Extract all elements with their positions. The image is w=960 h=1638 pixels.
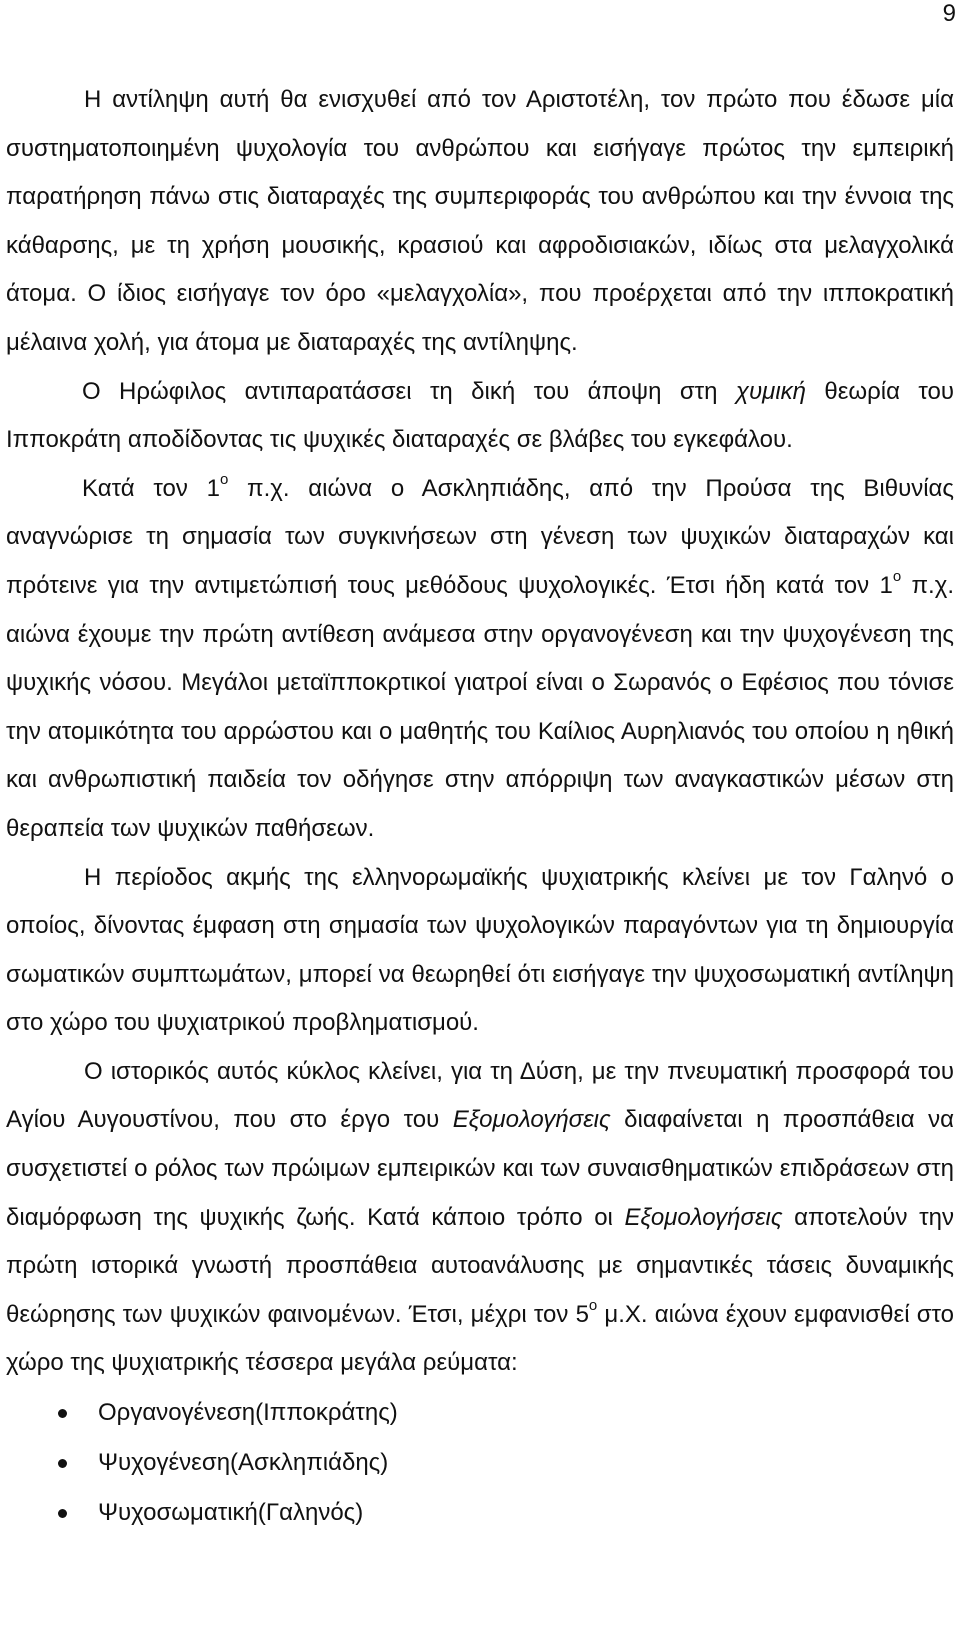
paragraph-asclepiades-text-1: Κατά τον 1	[82, 474, 220, 502]
list-item-text: Ψυχοσωματική(Γαληνός)	[98, 1499, 364, 1527]
italic-title-confessions: Εξομολογήσεις	[624, 1203, 783, 1231]
list-item-text: Ψυχογένεση(Ασκληπιάδης)	[98, 1449, 389, 1477]
paragraph-augustine-text-3: αποτελούν την πρώτη ιστορικά γνωστή προσπάθεια αυτοανάλυσης με σημαντικές τάσεις δυναμικής θεώρησης των ψυχικών φαινομένων. Έτσι, μέχρι τον 5	[6, 1203, 954, 1328]
paragraph-asclepiades-text-2: π.χ. αιώνα ο Ασκληπιάδης, από την Προύσα της Βιθυνίας αναγνώρισε τη σημασία των συγκινήσεων στη γένεση των ψυχικών διαταραχών και πρότεινε για την αντιμετώπισή τους μεθόδους ψυχολογικές. Έτσι ήδη κατά τον 1	[6, 474, 954, 599]
paragraph-augustine-text-4: μ.Χ. αιώνα έχουν εμφανισθεί στο χώρο της ψυχιατρικής τέσσερα μεγάλα ρεύματα:	[6, 1300, 954, 1377]
paragraph-herophilus	[6, 368, 954, 465]
paragraph-aristotle: Η αντίληψη αυτή θα ενισχυθεί από τον Αριστοτέλη, τον πρώτο που έδωσε μία συστηματοποιημένη ψυχολογία του ανθρώπου και εισήγαγε πρώτος την εμπειρική παρατήρηση πάνω στις διαταραχές της συμπεριφοράς του ανθρώπου και την έννοια της κάθαρσης, με τη χρήση μουσικής, κρασιού και αφροδισιακών, ιδίως στα μελαγχολικά άτομα. Ο ίδιος εισήγαγε τον όρο «μελαγχολία», που προέρχεται από την ιπποκρατική μέλαινα χολή, για άτομα με διαταραχές της αντίληψης.	[6, 86, 954, 356]
bullet-list	[6, 1388, 954, 1538]
paragraph-augustine	[6, 1048, 954, 1388]
list-item	[6, 1488, 954, 1538]
italic-term-chymiki: χυμική	[735, 377, 806, 405]
bullet-icon	[58, 1509, 67, 1518]
document-body	[6, 76, 954, 1538]
bullet-icon	[58, 1409, 67, 1418]
page-number: 9	[942, 0, 956, 27]
paragraph-herophilus-text-start: Ο Ηρώφιλος αντιπαρατάσσει τη δική του άποψη στη	[82, 377, 736, 405]
ordinal-superscript: ο	[892, 567, 902, 585]
italic-title-confessions: Εξομολογήσεις	[452, 1106, 611, 1134]
ordinal-superscript: ο	[219, 470, 229, 488]
paragraph-galen: Η περίοδος ακμής της ελληνορωμαϊκής ψυχιατρικής κλείνει με τον Γαληνό ο οποίος, δίνοντας έμφαση στη σημασία των ψυχολογικών παραγόντων για τη δημιουργία σωματικών συμπτωμάτων, μπορεί να θεωρηθεί ότι εισήγαγε την ψυχοσωματική αντίληψη στο χώρο του ψυχιατρικού προβληματισμού.	[6, 863, 954, 1037]
list-item	[6, 1438, 954, 1488]
list-item-text: Οργανογένεση(Ιπποκράτης)	[98, 1399, 398, 1427]
paragraph-asclepiades-text-3: π.χ. αιώνα έχουμε την πρώτη αντίθεση ανάμεσα στην οργανογένεση και την ψυχογένεση της ψυχικής νόσου. Μεγάλοι μεταϊπποκρτικοί γιατροί είναι ο Σωρανός ο Εφέσιος που τόνισε την ατομικότητα του αρρώστου και ο μαθητής του Καίλιος Αυρηλιανός του οποίου η ηθική και ανθρωπιστική παιδεία τον οδήγησε στην απόρριψη των αναγκαστικών μέσων στη θεραπεία των ψυχικών παθήσεων.	[6, 571, 954, 842]
bullet-icon	[58, 1459, 67, 1468]
paragraph-augustine-text-2: διαφαίνεται η προσπάθεια να συσχετιστεί ο ρόλος των πρώιμων εμπειρικών και των συναισθηματικών επιδράσεων στη διαμόρφωση της ψυχικής ζωής. Κατά κάποιο τρόπο οι	[6, 1106, 954, 1231]
ordinal-superscript: ο	[588, 1296, 598, 1314]
paragraph-herophilus-text-end: θεωρία του Ιπποκράτη αποδίδοντας τις ψυχικές διαταραχές σε βλάβες του εγκεφάλου.	[6, 377, 954, 454]
paragraph-asclepiades	[6, 465, 954, 854]
paragraph-augustine-text-1: Ο ιστορικός αυτός κύκλος κλείνει, για τη Δύση, με την πνευματική προσφορά του Αγίου Αυγουστίνου, που στο έργο του	[6, 1057, 954, 1134]
list-item	[6, 1388, 954, 1438]
